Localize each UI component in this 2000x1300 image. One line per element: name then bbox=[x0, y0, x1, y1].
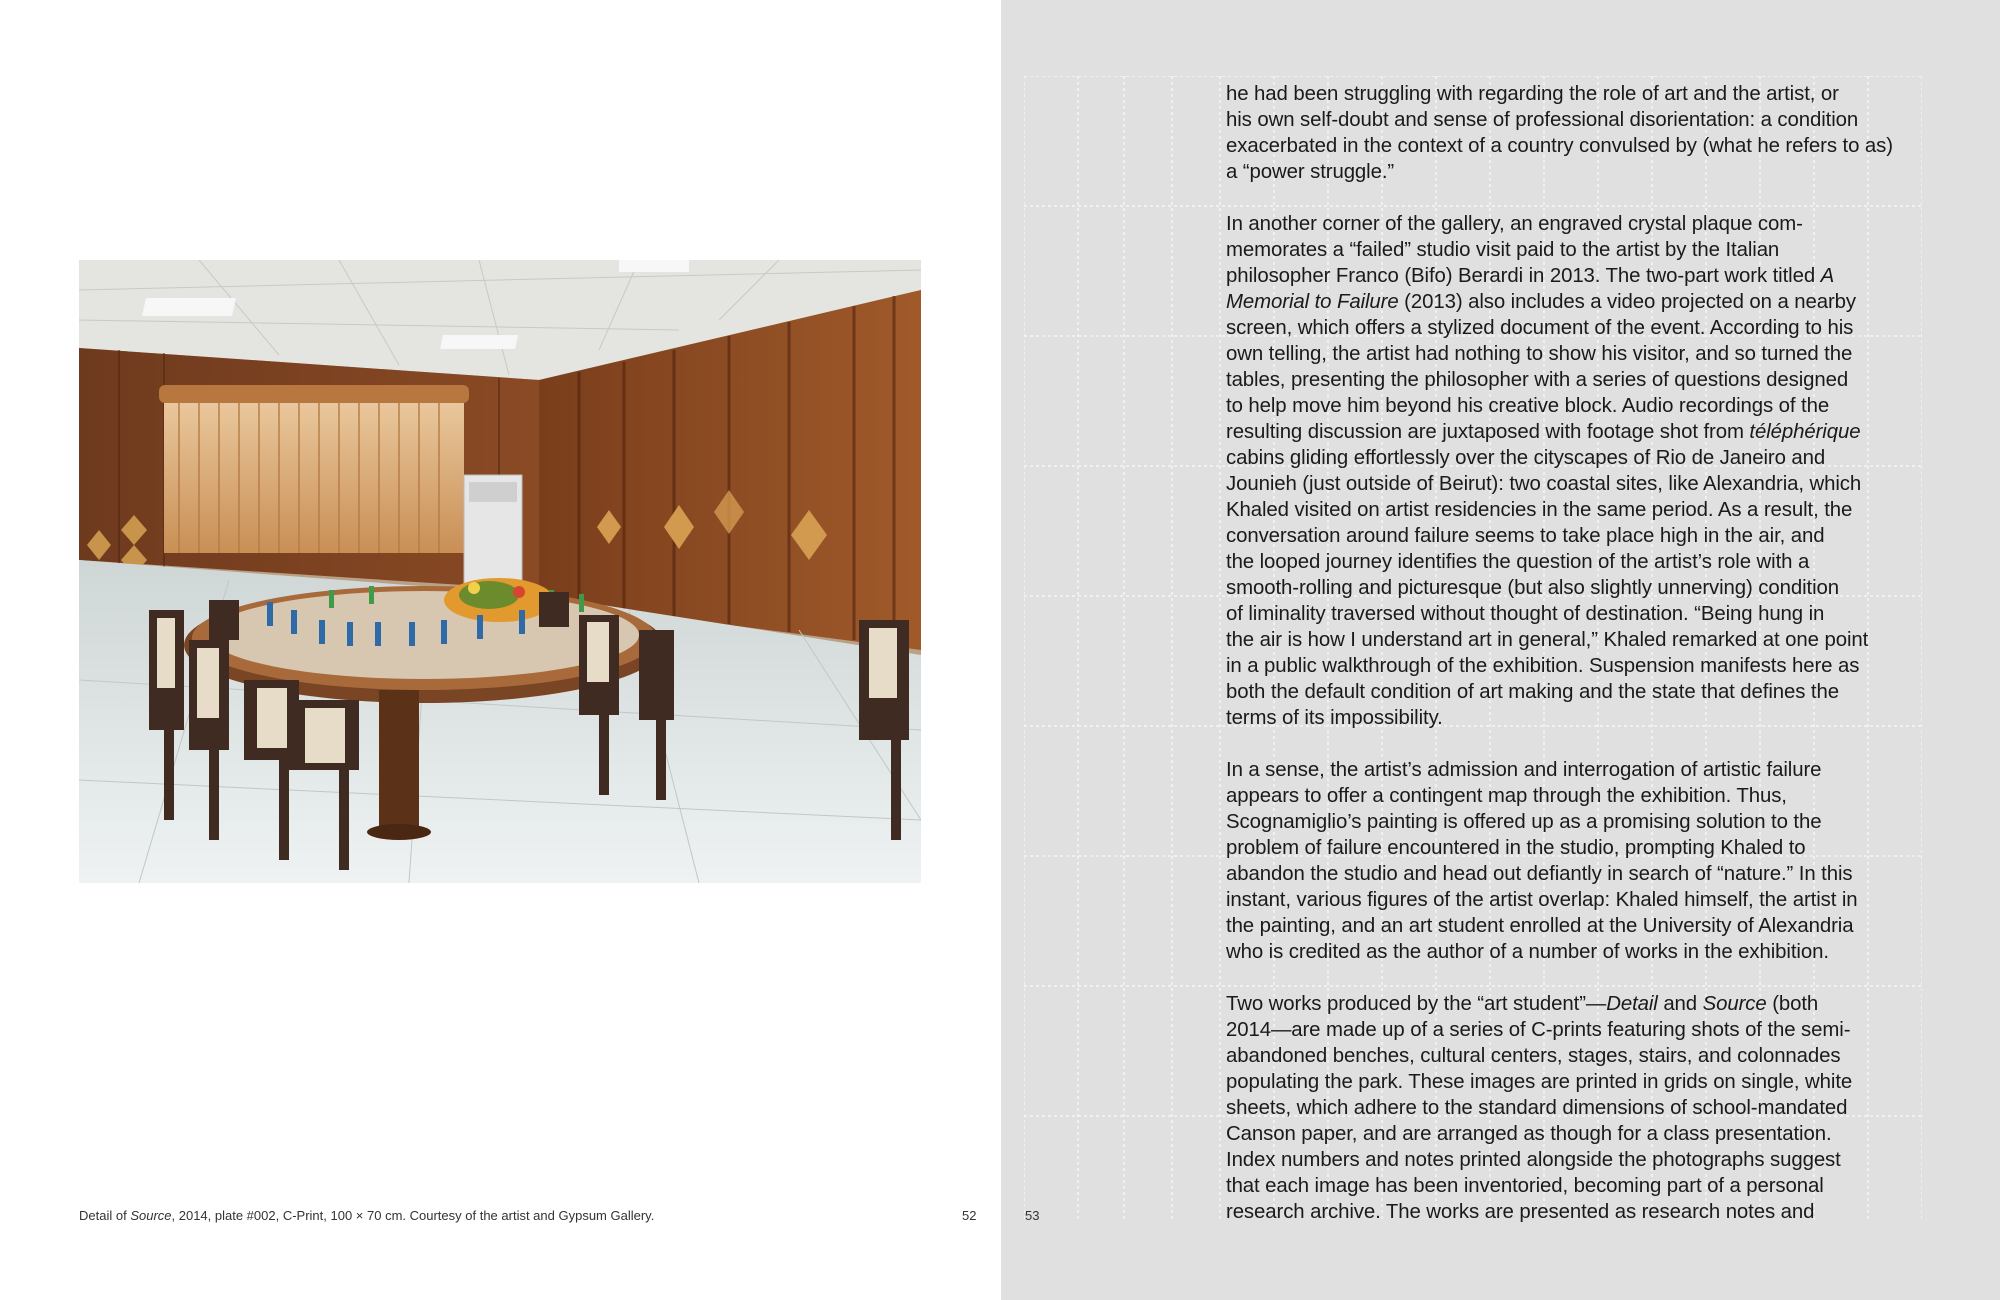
italic-text: téléphérique bbox=[1749, 421, 1861, 443]
text-line bbox=[1226, 1173, 1946, 1199]
text-line bbox=[1226, 523, 1946, 549]
text-segment: the painting, and an art student enrolled at the University of Alexandria bbox=[1226, 915, 1854, 937]
text-segment: smooth-rolling and picturesque (but also slightly unnerving) condition bbox=[1226, 577, 1839, 599]
text-line bbox=[1226, 783, 1946, 809]
text-line bbox=[1226, 237, 1946, 263]
text-line bbox=[1226, 653, 1946, 679]
text-segment: who is credited as the author of a number of works in the exhibition. bbox=[1226, 941, 1829, 963]
text-line bbox=[1226, 497, 1946, 523]
text-segment: sheets, which adhere to the standard dimensions of school-mandated bbox=[1226, 1097, 1848, 1119]
text-line bbox=[1226, 341, 1946, 367]
text-segment: In another corner of the gallery, an engraved crystal plaque com- bbox=[1226, 213, 1803, 235]
text-segment: of liminality traversed without thought of destination. “Being hung in bbox=[1226, 603, 1825, 625]
text-line bbox=[1226, 575, 1946, 601]
text-line bbox=[1226, 913, 1946, 939]
text-line bbox=[1226, 393, 1946, 419]
caption-prefix: Detail of bbox=[79, 1208, 131, 1223]
text-segment: In a sense, the artist’s admission and interrogation of artistic failure bbox=[1226, 759, 1822, 781]
text-line bbox=[1226, 991, 1946, 1017]
italic-text: Source bbox=[1702, 993, 1767, 1015]
text-line bbox=[1226, 887, 1946, 913]
text-line bbox=[1226, 1095, 1946, 1121]
text-line bbox=[1226, 133, 1946, 159]
artwork-photo bbox=[79, 260, 921, 883]
text-segment: (2013) also includes a video projected on a nearby bbox=[1398, 291, 1856, 313]
text-segment: both the default condition of art making and the state that defines the bbox=[1226, 681, 1839, 703]
page-number-left: 52 bbox=[962, 1208, 977, 1223]
text-segment: Two works produced by the “art student”— bbox=[1226, 993, 1607, 1015]
text-segment: research archive. The works are presented as research notes and bbox=[1226, 1201, 1815, 1223]
text-line bbox=[1226, 939, 1946, 965]
text-segment: a “power struggle.” bbox=[1226, 161, 1395, 183]
text-segment: memorates a “failed” studio visit paid to the artist by the Italian bbox=[1226, 239, 1780, 261]
text-segment: resulting discussion are juxtaposed with footage shot from bbox=[1226, 421, 1750, 443]
text-segment: the air is how I understand art in general,” Khaled remarked at one point bbox=[1226, 629, 1869, 651]
text-line bbox=[1226, 757, 1946, 783]
text-line bbox=[1226, 445, 1946, 471]
text-line bbox=[1226, 1199, 1946, 1225]
text-segment: in a public walkthrough of the exhibition. Suspension manifests here as bbox=[1226, 655, 1860, 677]
article-body bbox=[1226, 81, 1946, 1251]
text-segment: Jounieh (just outside of Beirut): two coastal sites, like Alexandria, which bbox=[1226, 473, 1862, 495]
text-line bbox=[1226, 107, 1946, 133]
text-line bbox=[1226, 471, 1946, 497]
figure-caption bbox=[79, 1208, 839, 1224]
text-segment: abandon the studio and head out defiantly in search of “nature.” In this bbox=[1226, 863, 1853, 885]
text-line bbox=[1226, 263, 1946, 289]
text-segment: appears to offer a contingent map through the exhibition. Thus, bbox=[1226, 785, 1787, 807]
text-line bbox=[1226, 809, 1946, 835]
text-segment: abandoned benches, cultural centers, stages, stairs, and colonnades bbox=[1226, 1045, 1841, 1067]
text-segment: 2014—are made up of a series of C-prints featuring shots of the semi- bbox=[1226, 1019, 1851, 1041]
text-segment: screen, which offers a stylized document of the event. According to his bbox=[1226, 317, 1854, 339]
conference-room-image bbox=[79, 260, 921, 883]
italic-text: Memorial to Failure bbox=[1226, 291, 1399, 313]
text-line bbox=[1226, 627, 1946, 653]
text-line bbox=[1226, 679, 1946, 705]
text-segment: Scognamiglio’s painting is offered up as a promising solution to the bbox=[1226, 811, 1822, 833]
text-line bbox=[1226, 1017, 1946, 1043]
text-line bbox=[1226, 835, 1946, 861]
text-segment: Khaled visited on artist residencies in the same period. As a result, the bbox=[1226, 499, 1853, 521]
text-line bbox=[1226, 1147, 1946, 1173]
text-segment: that each image has been inventoried, becoming part of a personal bbox=[1226, 1175, 1824, 1197]
text-line bbox=[1226, 289, 1946, 315]
paragraph-4 bbox=[1226, 991, 1946, 1225]
text-segment: he had been struggling with regarding the role of art and the artist, or bbox=[1226, 83, 1839, 105]
text-line bbox=[1226, 367, 1946, 393]
text-segment: conversation around failure seems to take place high in the air, and bbox=[1226, 525, 1825, 547]
paragraph-3 bbox=[1226, 757, 1946, 965]
text-segment: terms of its impossibility. bbox=[1226, 707, 1443, 729]
text-segment: philosopher Franco (Bifo) Berardi in 2013. The two-part work titled bbox=[1226, 265, 1821, 287]
caption-suffix: , 2014, plate #002, C-Print, 100 × 70 cm. Courtesy of the artist and Gypsum Gallery. bbox=[171, 1208, 655, 1223]
text-segment: (both bbox=[1766, 993, 1819, 1015]
text-line bbox=[1226, 315, 1946, 341]
text-line bbox=[1226, 81, 1946, 107]
text-line bbox=[1226, 601, 1946, 627]
text-line bbox=[1226, 1121, 1946, 1147]
text-segment: his own self-doubt and sense of professional disorientation: a condition bbox=[1226, 109, 1859, 131]
text-segment: Canson paper, and are arranged as though for a class presentation. bbox=[1226, 1123, 1832, 1145]
text-segment: to help move him beyond his creative block. Audio recordings of the bbox=[1226, 395, 1830, 417]
text-segment: and bbox=[1657, 993, 1703, 1015]
paragraph-2 bbox=[1226, 211, 1946, 731]
text-line bbox=[1226, 159, 1946, 185]
text-line bbox=[1226, 211, 1946, 237]
page-number-right: 53 bbox=[1025, 1208, 1040, 1223]
paragraph-1 bbox=[1226, 81, 1946, 185]
caption-title: Source bbox=[130, 1208, 172, 1223]
text-segment: instant, various figures of the artist overlap: Khaled himself, the artist in bbox=[1226, 889, 1858, 911]
text-segment: tables, presenting the philosopher with a series of questions designed bbox=[1226, 369, 1849, 391]
text-segment: populating the park. These images are printed in grids on single, white bbox=[1226, 1071, 1853, 1093]
text-line bbox=[1226, 419, 1946, 445]
text-line bbox=[1226, 1043, 1946, 1069]
text-segment: problem of failure encountered in the studio, prompting Khaled to bbox=[1226, 837, 1806, 859]
text-line bbox=[1226, 705, 1946, 731]
text-segment: the looped journey identifies the question of the artist’s role with a bbox=[1226, 551, 1810, 573]
italic-text: Detail bbox=[1606, 993, 1658, 1015]
text-segment: cabins gliding effortlessly over the cityscapes of Rio de Janeiro and bbox=[1226, 447, 1826, 469]
text-line bbox=[1226, 549, 1946, 575]
text-segment: own telling, the artist had nothing to show his visitor, and so turned the bbox=[1226, 343, 1853, 365]
text-segment: Index numbers and notes printed alongside the photographs suggest bbox=[1226, 1149, 1841, 1171]
text-segment: exacerbated in the context of a country convulsed by (what he refers to as) bbox=[1226, 135, 1893, 157]
text-line bbox=[1226, 861, 1946, 887]
text-line bbox=[1226, 1069, 1946, 1095]
italic-text: A bbox=[1820, 265, 1835, 287]
